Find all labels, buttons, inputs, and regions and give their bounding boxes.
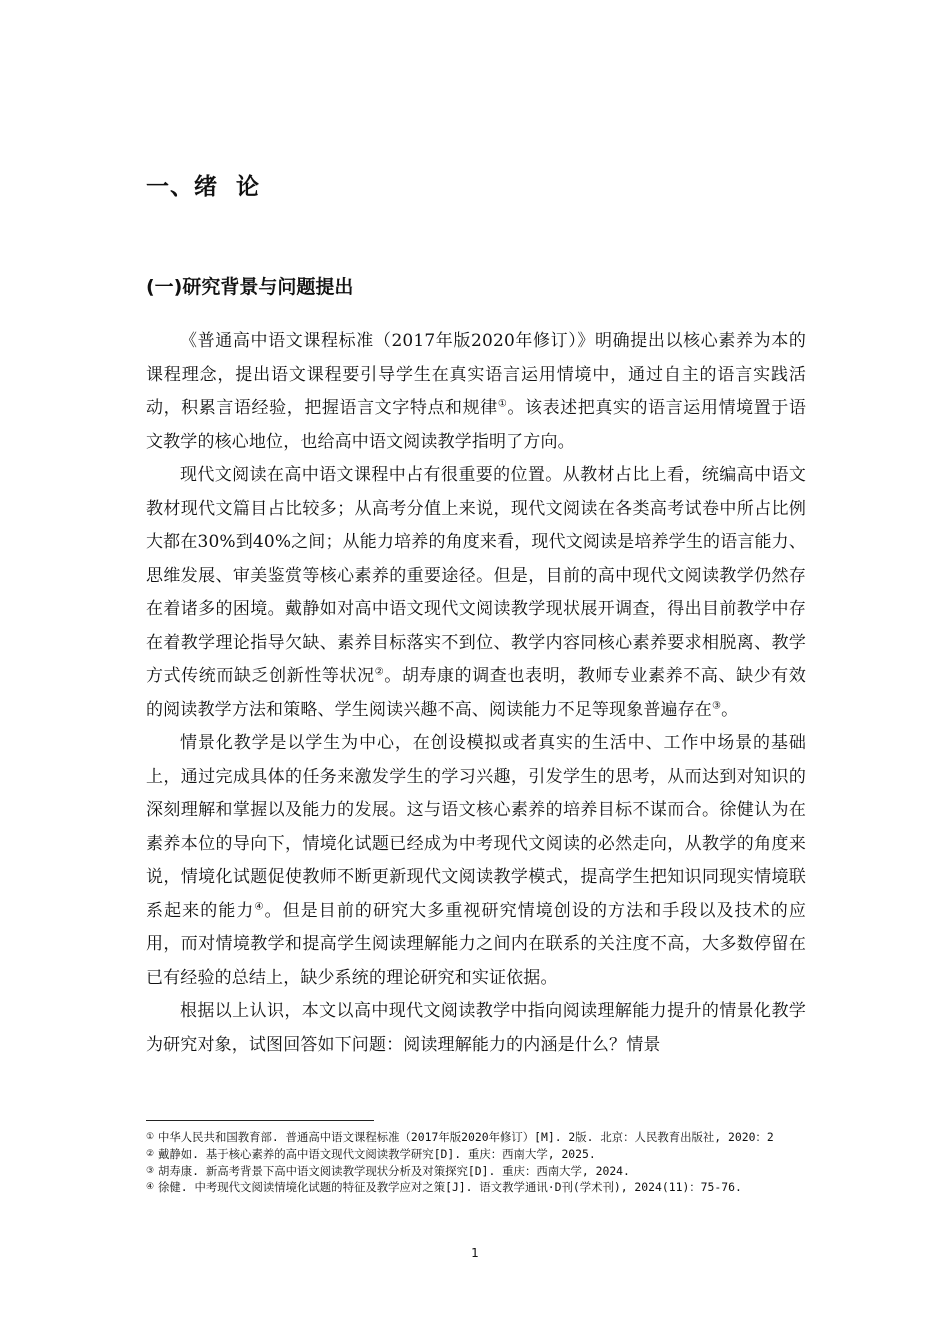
paragraph-2: 现代文阅读在高中语文课程中占有很重要的位置。从教材占比上看，统编高中语文教材现代文篇目占比较多；从高考分值上来说，现代文阅读在各类高考试卷中所占比例大都在30%到40%之间；从能力培养的角度来看，现代文阅读是培养学生的语言能力、思维发展、审美鉴赏等核心素养的重要途径。但是，目前的高中现代文阅读教学仍然存在着诸多的困境。戴静如对高中语文现代文阅读教学现状展开调查，得出目前教学中存在着教学理论指导欠缺、素养目标落实不到位、教学内容同核心素养要求相脱离、教学方式传统而缺乏创新性等状况②。胡寿康的调查也表明，教师专业素养不高、缺少有效的阅读教学方法和策略、学生阅读兴趣不高、阅读能力不足等现象普遍存在③。 bbox=[146, 465, 806, 720]
footnote-3 bbox=[146, 1163, 816, 1180]
footnote-mark: ① bbox=[146, 1132, 155, 1142]
paragraph-1: 《普通高中语文课程标准（2017年版2020年修订）》明确提出以核心素养为本的课程理念，提出语文课程要引导学生在真实语言运用情境中，通过自主的语言实践活动，积累言语经验，把握语言文字特点和规律①。该表述把真实的语言运用情境置于语文教学的核心地位，也给高中语文阅读教学指明了方向。 bbox=[146, 331, 806, 452]
footnote-text: 中华人民共和国教育部. 普通高中语文课程标准（2017年版2020年修订）[M]. 2版. 北京：人民教育出版社, 2020：2 bbox=[158, 1130, 774, 1144]
page-number: 1 bbox=[471, 1246, 479, 1260]
footnote-separator bbox=[146, 1120, 374, 1121]
footnote-text: 徐健. 中考现代文阅读情境化试题的特征及教学应对之策[J]. 语文教学通讯·D刊(学术刊), 2024(11)：75-76. bbox=[158, 1180, 742, 1195]
footnote-1 bbox=[146, 1129, 816, 1146]
footnote-text: 戴静如. 基于核心素养的高中语文现代文阅读教学研究[D]. 重庆：西南大学, 2025. bbox=[158, 1146, 596, 1161]
section-heading: (一)研究背景与问题提出 bbox=[146, 276, 354, 298]
footnotes bbox=[146, 1129, 816, 1196]
body-text bbox=[146, 325, 806, 1062]
footnote-mark: ④ bbox=[146, 1182, 155, 1193]
chapter-heading bbox=[146, 168, 260, 201]
footnote-ref-3[interactable]: ③ bbox=[711, 699, 722, 711]
footnote-mark: ② bbox=[146, 1148, 155, 1159]
footnote-2 bbox=[146, 1146, 816, 1163]
footnote-4 bbox=[146, 1179, 816, 1196]
footnote-ref-1[interactable]: ① bbox=[497, 398, 508, 410]
paragraph-4: 根据以上认识，本文以高中现代文阅读教学中指向阅读理解能力提升的情景化教学为研究对象，试图回答如下问题：阅读理解能力的内涵是什么？情景 bbox=[146, 1001, 806, 1055]
chapter-heading-number: 一、绪 bbox=[146, 174, 218, 200]
footnote-ref-2[interactable]: ② bbox=[374, 666, 385, 678]
chapter-heading-title: 论 bbox=[236, 174, 260, 200]
footnote-ref-4[interactable]: ④ bbox=[254, 900, 265, 912]
footnote-mark: ③ bbox=[146, 1165, 155, 1176]
footnote-text: 胡寿康. 新高考背景下高中语文阅读教学现状分析及对策探究[D]. 重庆：西南大学, 2024. bbox=[158, 1163, 630, 1178]
paragraph-3: 情景化教学是以学生为中心，在创设模拟或者真实的生活中、工作中场景的基础上，通过完成具体的任务来激发学生的学习兴趣，引发学生的思考，从而达到对知识的深刻理解和掌握以及能力的发展。这与语文核心素养的培养目标不谋而合。徐健认为在素养本位的导向下，情境化试题已经成为中考现代文阅读的必然走向，从教学的角度来说，情境化试题促使教师不断更新现代文阅读教学模式，提高学生把知识同现实情境联系起来的能力④。但是目前的研究大多重视研究情境创设的方法和手段以及技术的应用，而对情境教学和提高学生阅读理解能力之间内在联系的关注度不高，大多数停留在已有经验的总结上，缺少系统的理论研究和实证依据。 bbox=[146, 733, 806, 988]
